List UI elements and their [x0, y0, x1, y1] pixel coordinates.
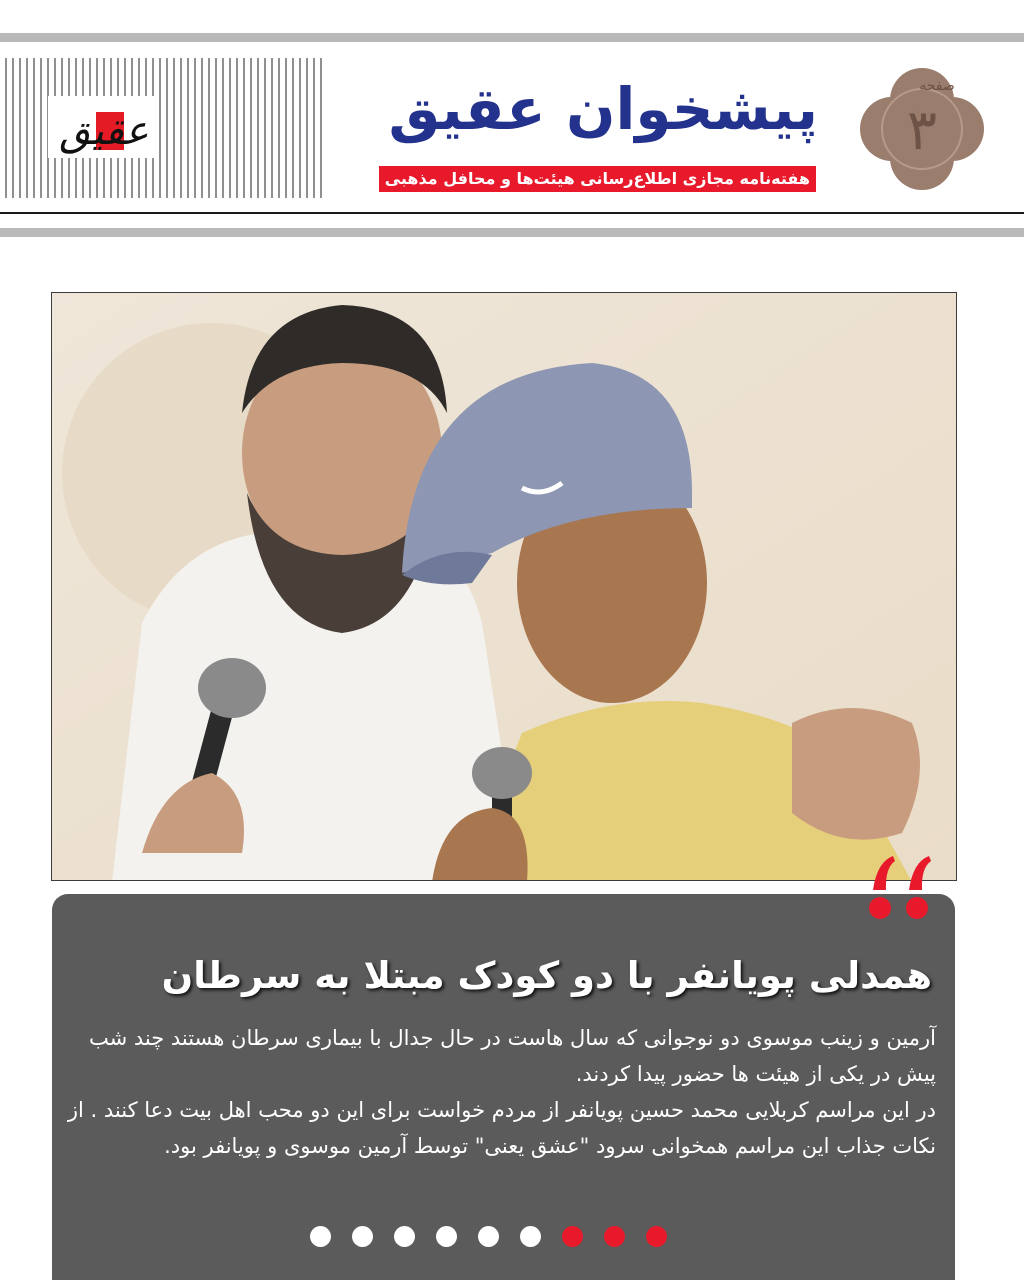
pagination-dot-active[interactable] [604, 1226, 625, 1247]
page-label: صفحه [919, 78, 955, 94]
pagination-dot[interactable] [352, 1226, 373, 1247]
pagination-dot[interactable] [478, 1226, 499, 1247]
article-body [66, 1020, 936, 1164]
quote-mark-icon [865, 852, 937, 924]
pagination-dot[interactable] [310, 1226, 331, 1247]
masthead-title: پیشخوان عقیق [388, 75, 818, 143]
pagination-dot-active[interactable] [646, 1226, 667, 1247]
pagination-dot[interactable] [520, 1226, 541, 1247]
pagination-dots[interactable] [310, 1222, 730, 1250]
pagination-dot[interactable] [394, 1226, 415, 1247]
logo-text: عقیق [59, 108, 149, 154]
pagination-dot-active[interactable] [562, 1226, 583, 1247]
tagline-text: هفته‌نامه مجازی اطلاع‌رسانی هیئت‌ها و محافل مذهبی [379, 166, 816, 192]
page-number: ۳ [906, 98, 938, 163]
photo-of-two-people-with-microphones-icon [52, 293, 957, 881]
page-number-badge [858, 66, 986, 192]
article-paragraph-2: در این مراسم کربلایی محمد حسین پویانفر از مردم خواست برای این دو محب اهل بیت دعا کنند . از نکات جذاب این مراسم همخوانی سرود "عشق یعنی" توسط آرمین موسوی و پویانفر بود. [67, 1098, 936, 1158]
pagination-dot[interactable] [436, 1226, 457, 1247]
article-headline: همدلی پویانفر با دو کودک مبتلا به سرطان [161, 954, 932, 997]
top-divider [0, 33, 1024, 42]
article-paragraph-1: آرمین و زینب موسوی دو نوجوانی که سال هاست در حال جدال با بیماری سرطان هستند چند شب پیش در یکی از هیئت ها حضور پیدا کردند. [88, 1026, 936, 1086]
article-photo [51, 292, 957, 881]
bottom-divider [0, 228, 1024, 237]
masthead-tagline [376, 166, 816, 192]
header-underline [0, 212, 1024, 214]
aqiq-logo [48, 96, 156, 158]
